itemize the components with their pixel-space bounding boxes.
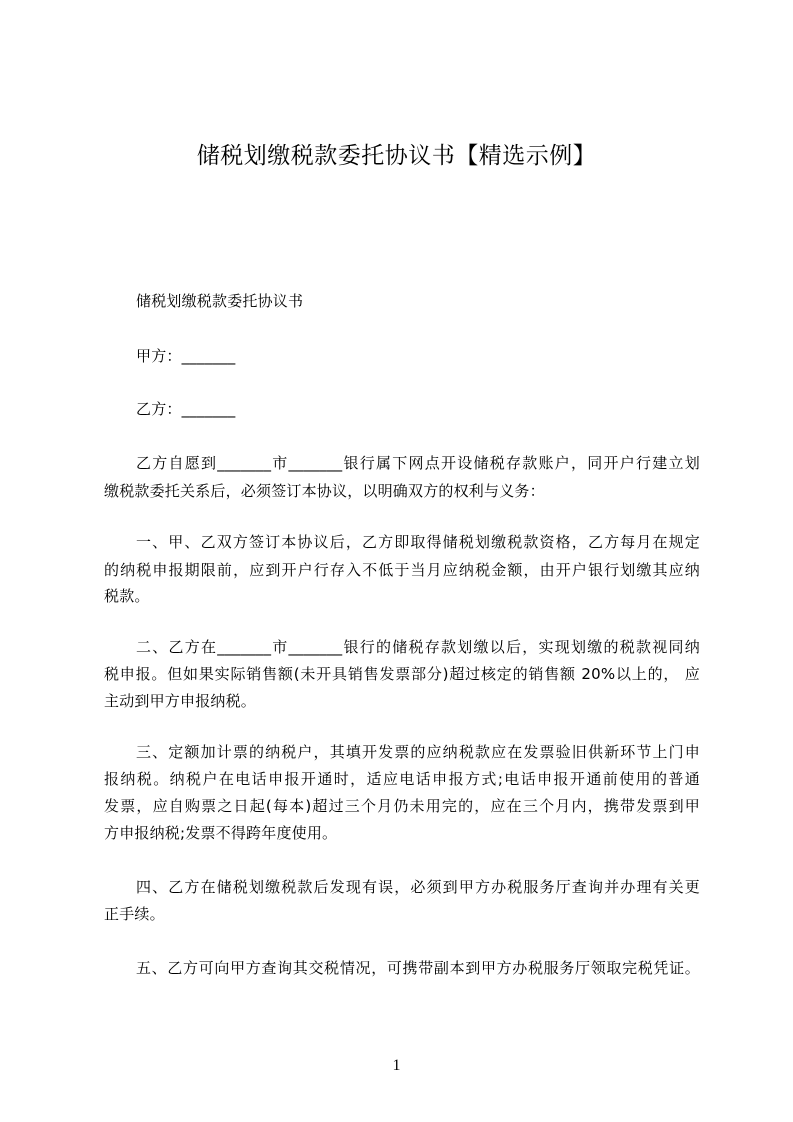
clause-4-line-1: 四、乙方在储税划缴税款后发现有误，必须到甲方办税服务厅查询并办理有关更 [136, 878, 700, 896]
clause-2-line-2: 税申报。但如果实际销售额(未开具销售发票部分)超过核定的销售额 20%以上的， 应 [104, 665, 700, 683]
clause-3-line-2: 报纳税。纳税户在电话申报开通时，适应电话申报方式;电话申报开通前使用的普通 [104, 770, 700, 788]
clause-1-line-3: 税款。 [104, 587, 150, 605]
party-a-line: 甲方：_______ [136, 347, 236, 365]
document-title: 储税划缴税款委托协议书【精选示例】 [196, 143, 597, 169]
clause-5-line-1: 五、乙方可向甲方查询其交税情况，可携带副本到甲方办税服务厅领取完税凭证。 [136, 959, 700, 977]
clause-2-line-1: 二、乙方在_______市_______银行的储税存款划缴以后，实现划缴的税款视同纳 [136, 638, 700, 656]
clause-3-line-4: 方申报纳税;发票不得跨年度使用。 [104, 824, 338, 842]
document-subtitle: 储税划缴税款委托协议书 [136, 292, 304, 310]
intro-line-1: 乙方自愿到_______市_______银行属下网点开设储税存款账户，同开户行建立划 [136, 454, 700, 472]
clause-4-line-2: 正手续。 [104, 905, 165, 923]
clause-2-line-3: 主动到甲方申报纳税。 [104, 692, 257, 710]
clause-1-line-1: 一、甲、乙双方签订本协议后，乙方即取得储税划缴税款资格，乙方每月在规定 [136, 533, 700, 551]
party-b-line: 乙方：_______ [136, 400, 236, 418]
clause-1-line-2: 的纳税申报期限前，应到开户行存入不低于当月应纳税金额，由开户银行划缴其应纳 [104, 561, 700, 579]
clause-3-line-3: 发票，应自购票之日起(每本)超过三个月仍未用完的，应在三个月内，携带发票到甲 [104, 797, 700, 815]
clause-3-line-1: 三、定额加计票的纳税户，其填开发票的应纳税款应在发票验旧供新环节上门申 [136, 743, 700, 761]
page-number: 1 [392, 1057, 401, 1074]
intro-line-2: 缴税款委托关系后，必须签订本协议，以明确双方的权利与义务： [104, 482, 545, 500]
